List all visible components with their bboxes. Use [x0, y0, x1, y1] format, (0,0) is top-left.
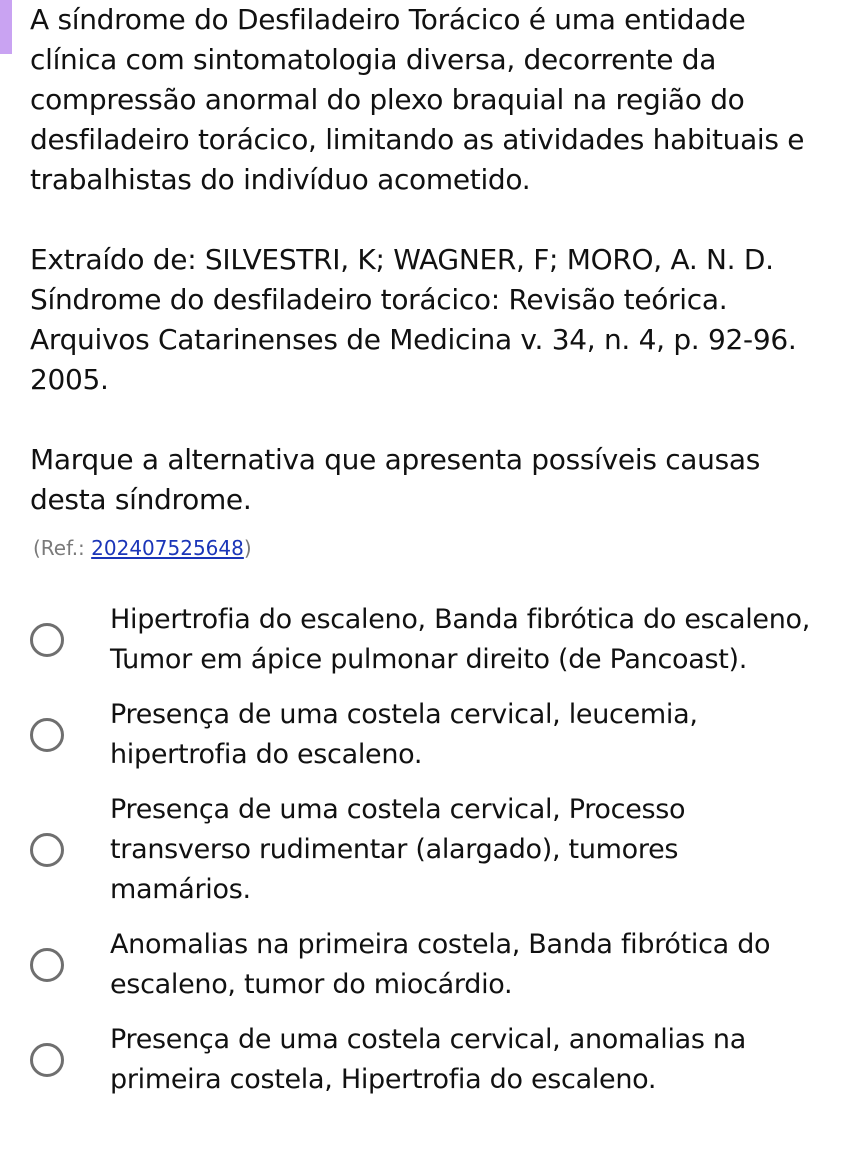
- answer-option-text: Presença de uma costela cervical, anomalias na primeira costela, Hipertrofia do escaleno.: [110, 1024, 746, 1095]
- question-paragraph-prompt: Marque a alternativa que apresenta possíveis causas desta síndrome.: [30, 443, 761, 516]
- radio-button[interactable]: [30, 833, 64, 867]
- answer-option[interactable]: [0, 695, 847, 775]
- radio-button[interactable]: [30, 1043, 64, 1077]
- radio-button[interactable]: [30, 623, 64, 657]
- answer-option[interactable]: [0, 790, 847, 910]
- question-paragraph-context: A síndrome do Desfiladeiro Torácico é uma entidade clínica com sintomatologia diversa, decorrente da compressão anormal do plexo braquial na região do desfiladeiro torácico, limitando as atividades habituais e trabalhistas do indivíduo acometido.: [30, 3, 805, 196]
- answer-option[interactable]: [0, 925, 847, 1005]
- radio-button[interactable]: [30, 948, 64, 982]
- reference-prefix: (Ref.:: [33, 536, 92, 560]
- answer-option-text: Presença de uma costela cervical, leucemia, hipertrofia do escaleno.: [110, 699, 698, 770]
- answer-options: [0, 600, 847, 1115]
- answer-option[interactable]: [0, 600, 847, 680]
- answer-option-text: Anomalias na primeira costela, Banda fibrótica do escaleno, tumor do miocárdio.: [110, 929, 771, 1000]
- answer-option-text: Presença de uma costela cervical, Processo transverso rudimentar (alargado), tumores mamários.: [110, 794, 686, 905]
- question-statement: [30, 0, 830, 520]
- question-paragraph-source: Extraído de: SILVESTRI, K; WAGNER, F; MORO, A. N. D. Síndrome do desfiladeiro torácico: Revisão teórica. Arquivos Catarinenses de Medicina v. 34, n. 4, p. 92-96. 2005.: [30, 243, 797, 396]
- answer-option[interactable]: [0, 1020, 847, 1100]
- radio-button[interactable]: [30, 718, 64, 752]
- question-accent-bar: [0, 0, 12, 54]
- reference-code-link[interactable]: 202407525648: [91, 536, 244, 560]
- reference-suffix: ): [243, 536, 252, 560]
- reference-line: [33, 536, 252, 560]
- answer-option-text: Hipertrofia do escaleno, Banda fibrótica do escaleno, Tumor em ápice pulmonar direito (de Pancoast).: [110, 604, 811, 675]
